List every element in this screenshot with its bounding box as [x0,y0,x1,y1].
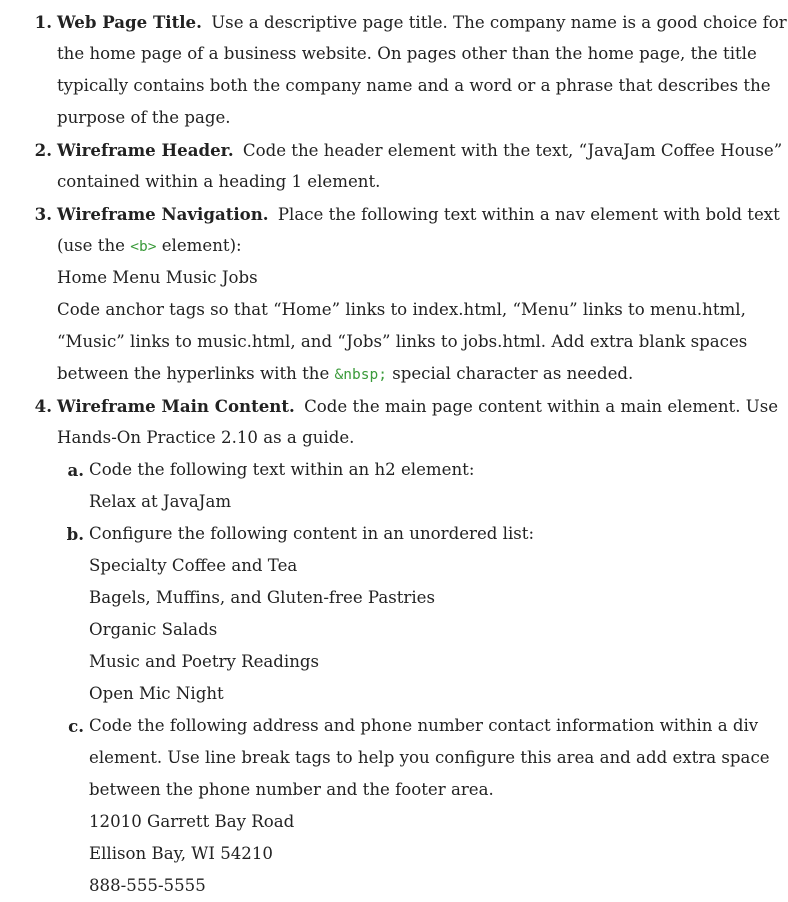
h2-text-sample: Relax at JavaJam [89,492,232,511]
substep-b [0,518,788,710]
step-text: special character as needed. [386,364,634,383]
code-snippet-nbsp: &nbsp; [334,367,387,383]
step-heading: Wireframe Main Content. [57,396,295,416]
substep-label: b. [66,524,84,544]
step-text: “Music” links to music.html, and “Jobs” links to jobs.html. Add extra blank spaces [57,332,748,351]
step-3 [0,198,788,390]
step-heading: Wireframe Header. [57,140,234,160]
step-text: Code the main page content within a main element. Use [304,397,779,416]
substep-a [0,454,788,518]
step-text: Use a descriptive page title. The company name is a good choice for [211,13,787,32]
address-line: Ellison Bay, WI 54210 [89,844,273,863]
list-item: Specialty Coffee and Tea [89,556,298,575]
step-text: contained within a heading 1 element. [57,172,381,191]
address-line: 12010 Garrett Bay Road [89,812,295,831]
phone-number: 888-555-5555 [89,876,206,895]
step-text: Code anchor tags so that “Home” links to index.html, “Menu” links to menu.html, [57,300,746,319]
step-text: purpose of the page. [57,108,231,127]
step-text: Hands-On Practice 2.10 as a guide. [57,428,355,447]
step-text: between the hyperlinks with the [57,364,335,383]
substep-label: a. [67,460,84,480]
substep-text: between the phone number and the footer area. [89,780,494,799]
step-2 [0,134,788,198]
list-item: Music and Poetry Readings [89,652,320,671]
code-snippet-b-tag: <b> [130,239,157,255]
step-4 [0,390,788,902]
substep-text: Code the following address and phone number contact information within a div [89,716,759,735]
step-number: 2. [34,140,52,160]
substep-label: c. [68,716,84,736]
step-number: 4. [34,396,52,416]
step-text: the home page of a business website. On pages other than the home page, the title [57,44,757,63]
list-item: Bagels, Muffins, and Gluten-free Pastries [89,588,435,607]
list-item: Open Mic Night [89,684,224,703]
step-text: typically contains both the company name and a word or a phrase that describes the [57,76,771,95]
substep-text: Code the following text within an h2 element: [89,460,475,479]
step-number: 3. [34,204,52,224]
substep-text: element. Use line break tags to help you configure this area and add extra space [89,748,770,767]
nav-text-sample: Home Menu Music Jobs [57,268,258,287]
step-text: (use the [57,236,131,255]
step-number: 1. [34,12,52,32]
step-heading: Web Page Title. [57,12,202,32]
substep-c [0,710,788,902]
step-text: Code the header element with the text, “JavaJam Coffee House” [242,141,783,160]
step-text: Place the following text within a nav element with bold text [277,205,780,224]
step-text: element): [156,236,242,255]
substep-text: Configure the following content in an unordered list: [89,524,535,543]
instructions-document [0,6,788,902]
step-1 [0,6,788,134]
list-item: Organic Salads [89,620,218,639]
step-heading: Wireframe Navigation. [57,204,269,224]
